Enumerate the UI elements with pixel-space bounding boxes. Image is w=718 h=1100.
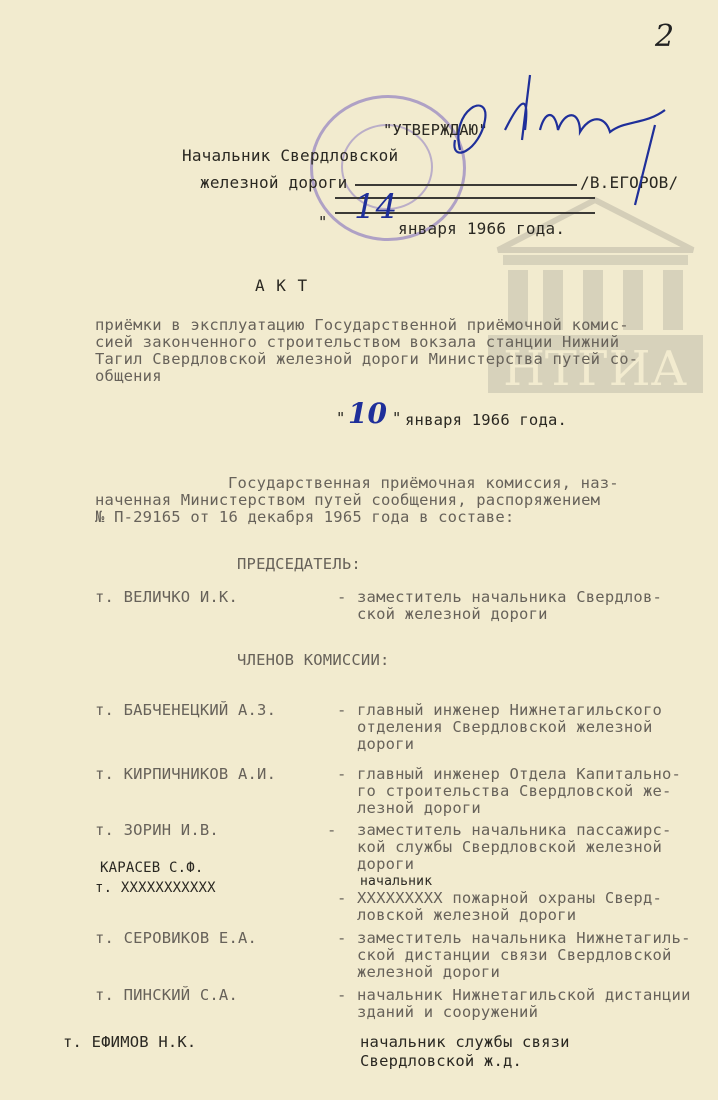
member-role: го строительства Свердловской же- [357, 782, 672, 800]
subject-line: приёмки в эксплуатацию Государственной приёмочной комис- [95, 316, 629, 334]
date-quote: " [318, 213, 328, 231]
member-role: заместитель начальника Нижнетагиль- [357, 929, 691, 947]
approval-position-line2: железной дороги [200, 173, 348, 192]
approval-heading: "УТВЕРЖДАЮ" [383, 121, 488, 139]
member-dash: - [337, 889, 347, 907]
member-dash: - [327, 821, 337, 839]
chairman-heading: ПРЕДСЕДАТЕЛЬ: [237, 555, 361, 573]
act-date-open-quote: " [336, 409, 346, 427]
subject-line: общения [95, 367, 162, 385]
page-number: 2 [655, 19, 675, 54]
member-role: начальник службы связи [360, 1033, 570, 1051]
chairman-name: т. ВЕЛИЧКО И.К. [95, 588, 238, 606]
member-dash: - [337, 929, 347, 947]
chairman-role: ской железной дороги [357, 605, 548, 623]
member-role: отделения Свердловской железной [357, 718, 653, 736]
approval-date: января 1966 года. [398, 219, 566, 238]
member-role: зданий и сооружений [357, 1003, 539, 1021]
member-role: Свердловской ж.д. [360, 1052, 523, 1070]
member-role: главный инженер Отдела Капитально- [357, 765, 682, 783]
member-role: ловской железной дороги [357, 906, 577, 924]
members-heading: ЧЛЕНОВ КОМИССИИ: [237, 651, 390, 669]
intro-line: № П-29165 от 16 декабря 1965 года в составе: [95, 508, 515, 526]
intro-line: Государственная приёмочная комиссия, наз- [228, 474, 619, 492]
member-name-correction: КАРАСЕВ С.Ф. [100, 860, 204, 876]
member-role-correction: начальник [360, 874, 433, 889]
chairman-role: заместитель начальника Свердлов- [357, 588, 663, 606]
member-name: т. СЕРОВИКОВ Е.А. [95, 929, 258, 947]
watermark-text: НТГИА [503, 341, 687, 395]
member-role: кой службы Свердловской железной [357, 838, 663, 856]
chairman-dash: - [337, 588, 347, 606]
handwritten-day: 14 [354, 187, 398, 227]
member-name: т. ПИНСКИЙ С.А. [95, 986, 238, 1004]
subject-line: Тагил Свердловской железной дороги Министерства путей со- [95, 350, 639, 368]
member-role: начальник Нижнетагильской дистанции [357, 986, 691, 1004]
member-name: т. ЗОРИН И.В. [95, 821, 219, 839]
member-name: т. XXXXXXXXXXX [95, 880, 216, 896]
member-dash: - [337, 701, 347, 719]
member-role: дороги [357, 855, 415, 873]
document-title: А К Т [255, 276, 309, 295]
member-role: железной дороги [357, 963, 500, 981]
member-name: т. БАБЧЕНЕЦКИЙ А.З. [95, 701, 277, 719]
member-dash: - [337, 986, 347, 1004]
act-date-close-quote: " [392, 409, 402, 427]
act-date-day: 10 [348, 397, 387, 430]
member-role: XXXXXXXXX пожарной охраны Сверд- [357, 889, 663, 907]
member-role: ской дистанции связи Свердловской [357, 946, 672, 964]
approval-position-line1: Начальник Свердловской [182, 146, 399, 165]
member-name: т. КИРПИЧНИКОВ А.И. [95, 765, 277, 783]
member-name: т. ЕФИМОВ Н.К. [63, 1033, 197, 1051]
member-role: заместитель начальника пассажирс- [357, 821, 672, 839]
signatory-name: /В.ЕГОРОВ/ [580, 173, 679, 192]
member-role: лезной дороги [357, 799, 481, 817]
member-role: главный инженер Нижнетагильского [357, 701, 663, 719]
intro-line: наченная Министерством путей сообщения, распоряжением [95, 491, 601, 509]
member-role: дороги [357, 735, 415, 753]
signature [430, 70, 690, 210]
subject-line: сией законченного строительством вокзала станции Нижний [95, 333, 620, 351]
member-dash: - [337, 765, 347, 783]
act-date-rest: января 1966 года. [405, 411, 568, 429]
